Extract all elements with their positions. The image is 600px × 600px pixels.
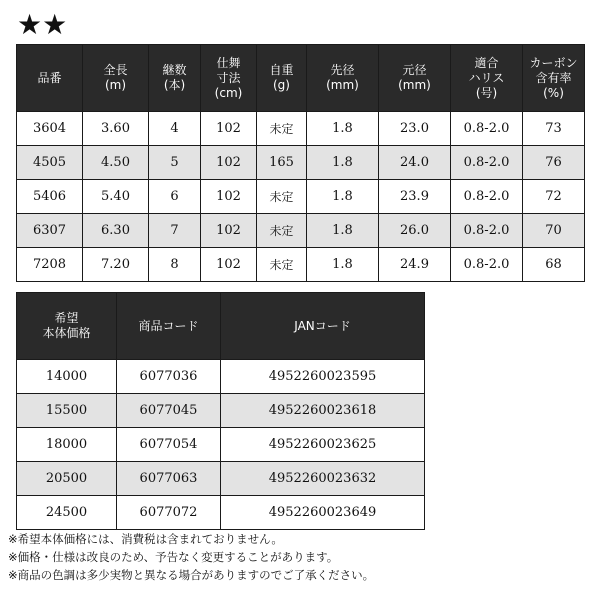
cell-weight: 未定 — [257, 248, 307, 282]
header-label-line: (%) — [543, 85, 564, 100]
header-label-line: 商品コード — [138, 318, 199, 333]
cell-closed-length: 102 — [201, 146, 257, 180]
header-tip-diameter — [307, 45, 379, 112]
cell-model: 7208 — [17, 248, 83, 282]
header-butt-diameter — [379, 45, 451, 112]
header-label-line: 含有率 — [535, 70, 572, 85]
table-row — [17, 146, 585, 180]
header-sections — [149, 45, 201, 112]
table-row — [17, 248, 585, 282]
cell-tip-diameter: 1.8 — [307, 180, 379, 214]
cell-closed-length: 102 — [201, 112, 257, 146]
footnotes — [8, 530, 374, 584]
spec-header-row — [17, 45, 585, 112]
cell-product-code: 6077045 — [117, 394, 221, 428]
cell-sections: 5 — [149, 146, 201, 180]
footnote-spec-change: ※価格・仕様は改良のため、予告なく変更することがあります。 — [8, 550, 339, 564]
cell-weight: 未定 — [257, 214, 307, 248]
cell-model: 6307 — [17, 214, 83, 248]
cell-tip-diameter: 1.8 — [307, 112, 379, 146]
cell-closed-length: 102 — [201, 248, 257, 282]
header-product-code — [117, 293, 221, 360]
cell-jan-code: 4952260023625 — [221, 428, 425, 462]
cell-carbon: 73 — [523, 112, 585, 146]
cell-jan-code: 4952260023595 — [221, 360, 425, 394]
table-row — [17, 214, 585, 248]
cell-product-code: 6077063 — [117, 462, 221, 496]
cell-line-rating: 0.8-2.0 — [451, 180, 523, 214]
cell-product-code: 6077054 — [117, 428, 221, 462]
header-label-line: 希望 — [54, 311, 79, 325]
cell-jan-code: 4952260023632 — [221, 462, 425, 496]
cell-carbon: 68 — [523, 248, 585, 282]
price-header-row — [17, 293, 425, 360]
header-label-line: (号) — [475, 85, 498, 100]
cell-product-code: 6077072 — [117, 496, 221, 530]
cell-length: 4.50 — [83, 146, 149, 180]
header-carbon — [523, 45, 585, 112]
cell-weight: 未定 — [257, 180, 307, 214]
table-row — [17, 428, 425, 462]
cell-sections: 7 — [149, 214, 201, 248]
cell-carbon: 70 — [523, 214, 585, 248]
cell-line-rating: 0.8-2.0 — [451, 146, 523, 180]
header-label-line: (mm) — [326, 78, 359, 92]
price-table — [16, 292, 425, 530]
header-label-line: 全長 — [103, 63, 128, 77]
spec-table — [16, 44, 585, 282]
table-row — [17, 394, 425, 428]
header-weight — [257, 45, 307, 112]
header-line-rating — [451, 45, 523, 112]
cell-sections: 4 — [149, 112, 201, 146]
header-label-line: 寸法 — [216, 70, 241, 85]
header-label-line: 先径 — [330, 63, 355, 77]
cell-weight: 未定 — [257, 112, 307, 146]
cell-closed-length: 102 — [201, 180, 257, 214]
header-label-line: (mm) — [398, 78, 431, 92]
cell-price: 18000 — [17, 428, 117, 462]
cell-length: 5.40 — [83, 180, 149, 214]
cell-line-rating: 0.8-2.0 — [451, 248, 523, 282]
cell-closed-length: 102 — [201, 214, 257, 248]
table-row — [17, 462, 425, 496]
cell-sections: 8 — [149, 248, 201, 282]
cell-jan-code: 4952260023618 — [221, 394, 425, 428]
cell-model: 5406 — [17, 180, 83, 214]
header-label-line: 自重 — [269, 63, 294, 77]
header-label-line: 適合 — [474, 55, 499, 70]
cell-tip-diameter: 1.8 — [307, 248, 379, 282]
cell-weight: 165 — [257, 146, 307, 180]
cell-tip-diameter: 1.8 — [307, 146, 379, 180]
table-row — [17, 496, 425, 530]
cell-price: 15500 — [17, 394, 117, 428]
header-label-line: 継数 — [162, 63, 187, 77]
footnote-color: ※商品の色調は多少実物と異なる場合がありますのでご了承ください。 — [8, 568, 375, 582]
cell-length: 7.20 — [83, 248, 149, 282]
header-label-line: 本体価格 — [42, 326, 91, 340]
cell-price: 24500 — [17, 496, 117, 530]
cell-jan-code: 4952260023649 — [221, 496, 425, 530]
star-rating: ★★ — [17, 8, 68, 41]
cell-sections: 6 — [149, 180, 201, 214]
cell-price: 14000 — [17, 360, 117, 394]
cell-product-code: 6077036 — [117, 360, 221, 394]
cell-butt-diameter: 24.9 — [379, 248, 451, 282]
header-label-line: ハリス — [468, 70, 505, 85]
cell-carbon: 72 — [523, 180, 585, 214]
footnote-tax: ※希望本体価格には、消費税は含まれておりません。 — [8, 532, 283, 546]
cell-length: 3.60 — [83, 112, 149, 146]
header-label-line: JANコード — [294, 318, 351, 333]
header-label-line: (cm) — [214, 85, 243, 100]
header-jan-code — [221, 293, 425, 360]
cell-model: 4505 — [17, 146, 83, 180]
cell-line-rating: 0.8-2.0 — [451, 112, 523, 146]
header-label-line: (本) — [163, 78, 186, 92]
table-row — [17, 112, 585, 146]
header-label-line: (m) — [104, 78, 127, 92]
header-label-line: 品番 — [37, 70, 62, 85]
header-model — [17, 45, 83, 112]
cell-butt-diameter: 26.0 — [379, 214, 451, 248]
cell-butt-diameter: 23.0 — [379, 112, 451, 146]
header-length — [83, 45, 149, 112]
cell-length: 6.30 — [83, 214, 149, 248]
price-table-body — [17, 360, 425, 530]
cell-butt-diameter: 23.9 — [379, 180, 451, 214]
table-row — [17, 180, 585, 214]
cell-butt-diameter: 24.0 — [379, 146, 451, 180]
header-label-line: 元径 — [402, 63, 427, 77]
spec-table-body — [17, 112, 585, 282]
cell-line-rating: 0.8-2.0 — [451, 214, 523, 248]
cell-price: 20500 — [17, 462, 117, 496]
header-label-line: カーボン — [529, 55, 578, 70]
header-label-line: (g) — [273, 78, 290, 92]
cell-tip-diameter: 1.8 — [307, 214, 379, 248]
header-closed-length — [201, 45, 257, 112]
header-label-line: 仕舞 — [216, 55, 241, 70]
cell-model: 3604 — [17, 112, 83, 146]
table-row — [17, 360, 425, 394]
cell-carbon: 76 — [523, 146, 585, 180]
header-price — [17, 293, 117, 360]
